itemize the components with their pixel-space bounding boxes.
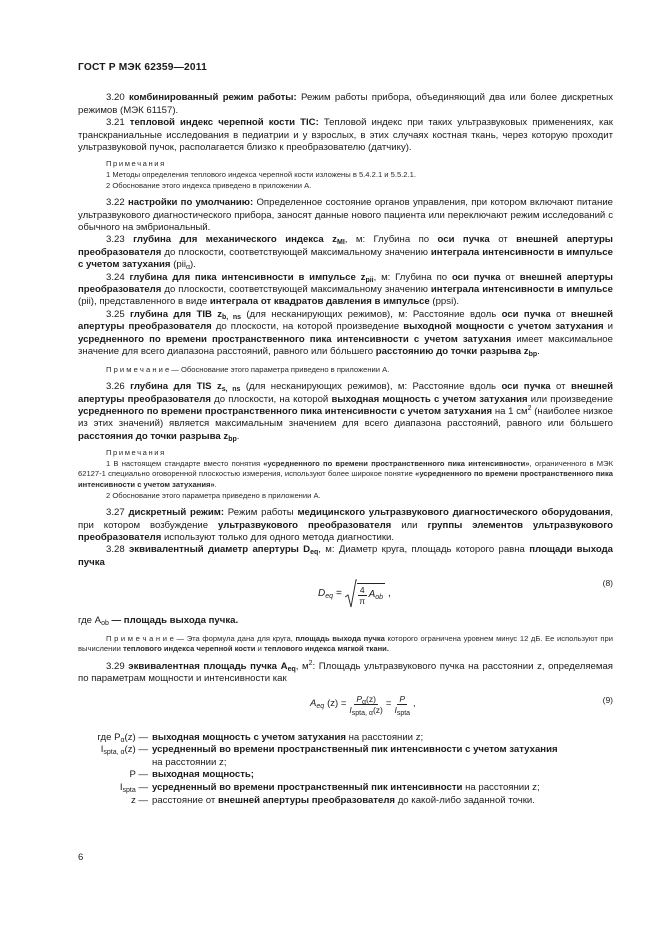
clause-3-21: 3.21 тепловой индекс черепной кости TIC: Тепловой индекс при таких ультразвуковых применениях, как транскраниальные исследования в педиатрии и у взрослых, в этих случаях костная ткань, через которую проходит ультразвуковой пучок, располагается близко к преобразователю (датчику). (78, 117, 613, 154)
clause-3-24: 3.24 глубина для пика интенсивности в импульсе $z_{pii}$, м: Глубина по оси пучка от внешней апертуры преобразователя до плоскости, соответствующей максимальному значению интеграла интенсивности в импульсе (pii), представленного в виде интеграла от квадратов давления в импульсе (ppsi). (78, 271, 613, 308)
sqrt-symbol: $\frac{4}{\pi}$ $A_{ob}$ (345, 579, 385, 609)
legend-row: где $P_\alpha(z)$ — выходная мощность с учетом затухания на расстоянии z; (97, 731, 424, 744)
clause-3-23: 3.23 глубина для механического индекса $z_{MI}$, м: Глубина по оси пучка от внешней апертуры преобразователя до плоскости, соответствующей максимальному значению интеграла интенсивности в импульсе с учетом затухания (pii$_\alpha$). (78, 234, 614, 272)
page-number: 6 (78, 852, 84, 863)
clause-3-27: 3.27 дискретный режим: Режим работы медицинского ультразвукового диагностического оборудования, при котором возбуждение ультразвукового преобразователя или группы элементов ультразвукового преобразователя используют только для одного метода диагностики. (78, 507, 613, 543)
formula-8: $D_{eq}$ = $\frac{4}{\pi}$ $A_{ob}$ , (8) (78, 573, 613, 611)
document-header: ГОСТ Р МЭК 62359—2011 (78, 62, 207, 73)
formula-9: $A_{eq}$ (z) = $\frac{P_\alpha(z)}{I_{spta, \alpha}(z)}$ = $\frac{P}{I_{spta}}$ , (9) (310, 693, 613, 717)
term-3-21: тепловой индекс черепной кости TIC: (129, 117, 319, 129)
where-8: где $A_{ob}$ — площадь выхода пучка. (78, 615, 239, 628)
clause-3-26: 3.26 глубина для TIS $z_{s, ns}$ (для несканирующих режимов), м: Расстояние вдоль оси пучка от внешней апертуры преобразователя до плоскости, на которой выходная мощность с учетом затухания или произведение усредненного по времени пространственного пика интенсивности с учетом затухания на 1 $см^2$ (наиболее низкое из этих значений) является максимальным значением для всего диапазона расстояний, равного или бóльшего расстояния до точки разрыва $z_{bp}$. (78, 381, 613, 443)
notes-3-21: Примечания 1 Методы определения теплового индекса черепной кости изложены в 5.4.2.1 и 5.5.2.1. 2 Обоснование этого индекса приведено в приложении А. (106, 159, 416, 190)
term-3-24: глубина для пика интенсивности в импульсе $z_{pii}$ (129, 271, 374, 284)
document-page (78, 62, 613, 807)
term-3-26: глубина для TIS $z_{s, ns}$ (130, 381, 241, 394)
clause-3-22: 3.22 настройки по умолчанию: Определенное состояние органов управления, при котором включают питание ультразвукового диагностического прибора, заносят данные нового пациента или переключают режим исследований с обычного на эмбриональный. (78, 197, 614, 234)
legend-row: z — расстояние от внешней апертуры преобразователя до какой-либо заданной точки. (130, 794, 535, 806)
clause-3-20: 3.20 комбинированный режим работы: Режим работы прибора, объединяющий два или более дискретных режимов (МЭК 61157). (78, 92, 614, 116)
term-3-25: глубина для TIB $z_{b, ns}$ (130, 308, 242, 321)
term-3-20: комбинированный режим работы: (129, 92, 297, 104)
formula-9-legend (78, 732, 613, 808)
legend-row: P — выходная мощность; (129, 769, 254, 781)
term-3-22: настройки по умолчанию: (127, 197, 254, 209)
clause-3-25: 3.25 глубина для TIB $z_{b, ns}$ (для несканирующих режимов), м: Расстояние вдоль оси пучка от внешней апертуры преобразователя до плоскости, на которой произведение выходной мощности с учетом затухания и усредненного по времени пространственного пика интенсивности с учетом затухания имеет максимальное значение для всего диапазона расстояний, равного или бóльшего расстоянию до точки разрыва $z_{bp}$. (78, 308, 613, 359)
radical-icon (345, 579, 357, 609)
term-3-27: дискретный режим: (128, 507, 225, 519)
term-3-23: глубина для механического индекса $z_{MI}$ (133, 234, 345, 247)
notes-3-26: Примечания 1 В настоящем стандарте вместо понятия «усредненного по времени пространственного пика интенсивности», ограниченного в МЭК 62127-1 специально оговоренной плоскостью измерения, используют более широкое понятие «усредненного по времени пространственного пика интенсивности с учетом затухания». 2 Обоснование этого параметра приведено в приложении А. (78, 448, 613, 500)
legend-row: $I_{spta}$ — усредненный во времени пространственный пик интенсивности на расстоянии z; (119, 781, 540, 794)
clause-3-29: 3.29 эквивалентная площадь пучка $A_{eq}$, $м^2$: Площадь ультразвукового пучка на расстоянии z, определяемая по параметрам мощности и интенсивности как (78, 659, 614, 685)
term-3-28: эквивалентный диаметр апертуры $D_{eq}$ (129, 544, 319, 557)
clause-3-28: 3.28 эквивалентный диаметр апертуры $D_{eq}$, м: Диаметр круга, площадь которого равна площади выхода пучка (78, 544, 614, 568)
legend-row: $I_{spta, \alpha}(z)$ — усредненный во времени пространственный пик интенсивности с учетом затухания на расстоянии z; (100, 744, 558, 768)
note-3-28: П р и м е ч а н и е — Эта формула дана для круга, площадь выхода пучка которого ограничена уровнем минус 12 дБ. Ее используют при вычислении теплового индекса черепной кости и теплового индекса мягкой ткани. (78, 633, 613, 654)
note-3-25: П р и м е ч а н и е — Обоснование этого параметра приведено в приложении А. (106, 364, 390, 374)
term-3-29: эквивалентная площадь пучка $A_{eq}$ (128, 660, 296, 673)
